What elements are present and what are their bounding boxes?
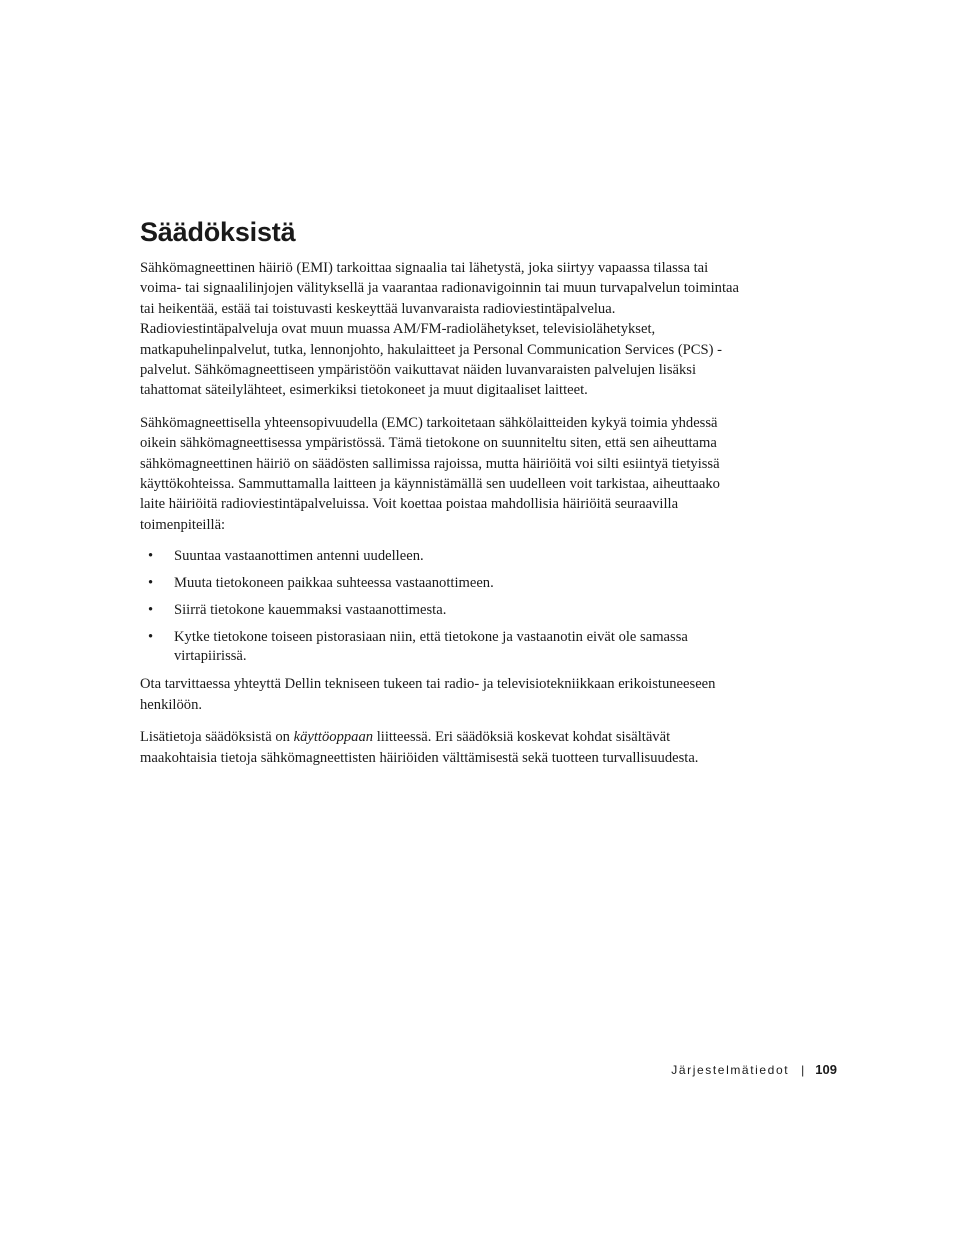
bullet-icon: • bbox=[148, 629, 154, 646]
remedy-list bbox=[140, 547, 740, 666]
emc-paragraph: Sähkömagneettisella yhteensopivuudella (EMC) tarkoitetaan sähkölaitteiden kykyä toimia yhdessä oikein sähkömagneettisessa ympäristössä. Tämä tietokone on suunniteltu siten, että sen aiheuttama sähkömagneettinen häiriö on säädösten sallimissa rajoissa, mutta häiriöitä voi silti esiintyä tietyissä käyttökohteissa. Sammuttamalla laitteen ja käynnistämällä sen uudelleen voit tarkistaa, aiheuttaako laite häiriöitä radioviestintäpalveluissa. Voit koettaa poistaa mahdollisia häiriöitä seuraavilla toimenpiteillä: bbox=[140, 414, 720, 533]
list-item-text: Siirrä tietokone kauemmaksi vastaanottimesta. bbox=[174, 602, 447, 619]
contact-paragraph: Ota tarvittaessa yhteyttä Dellin tekniseen tukeen tai radio- ja televisiotekniikkaan erikoistuneeseen henkilöön. bbox=[140, 676, 716, 713]
bullet-icon: • bbox=[148, 548, 154, 565]
list-item bbox=[140, 574, 740, 593]
list-item bbox=[140, 601, 740, 620]
list-item-text: Muuta tietokoneen paikkaa suhteessa vastaanottimeen. bbox=[174, 575, 494, 592]
bullet-icon: • bbox=[148, 575, 154, 592]
bullet-icon: • bbox=[148, 602, 154, 619]
footer-separator: | bbox=[801, 1063, 805, 1077]
page-number: 109 bbox=[815, 1062, 837, 1077]
page-footer bbox=[671, 1061, 837, 1079]
footer-section-title: Järjestelmätiedot bbox=[671, 1063, 790, 1077]
more-info-text-start: Lisätietoja säädöksistä on bbox=[140, 729, 294, 746]
list-item-text: Suuntaa vastaanottimen antenni uudelleen. bbox=[174, 548, 424, 565]
more-info-text-end: liitteessä. Eri säädöksiä koskevat kohdat sisältävät maakohtaisia tietoja sähkömagneettisten häiriöiden välttämisestä sekä tuotteen turvallisuudesta. bbox=[140, 729, 699, 766]
emi-paragraph: Sähkömagneettinen häiriö (EMI) tarkoittaa signaalia tai lähetystä, joka siirtyy vapaassa tilassa tai voima- tai signaalilinjojen välityksellä ja vaarantaa radionavigoinnin tai muun turvapalvelun toimintaa tai heikentää, estää tai toistuvasti keskeyttää luvanvaraista radioviestintäpalvelua. Radioviestintäpalveluja ovat muun muassa AM/FM-radiolähetykset, televisiolähetykset, matkapuhelinpalvelut, tutka, lennonjohto, hakulaitteet ja Personal Communication Services (PCS) -palvelut. Sähkömagneettiseen ympäristöön vaikuttavat näiden luvanvaraisten palvelujen lisäksi tahattomat säteilylähteet, esimerkiksi tietokoneet ja muut digitaaliset laitteet. bbox=[140, 260, 739, 399]
users-guide-reference: käyttöoppaan bbox=[293, 729, 374, 746]
list-item-text: Kytke tietokone toiseen pistorasiaan niin, että tietokone ja vastaanotin eivät ole samassa virtapiirissä. bbox=[174, 629, 688, 665]
list-item bbox=[140, 547, 740, 566]
more-info-paragraph bbox=[140, 727, 740, 768]
page-title: Säädöksistä bbox=[140, 217, 296, 247]
list-item bbox=[140, 628, 740, 666]
document-body bbox=[140, 214, 740, 780]
